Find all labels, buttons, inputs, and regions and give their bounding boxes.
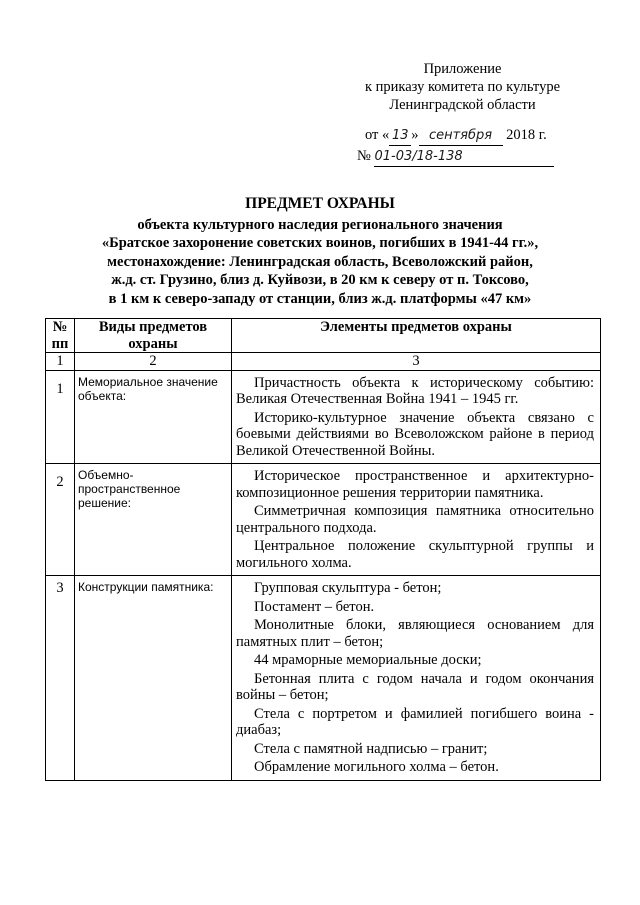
order-month: сентября: [419, 127, 503, 146]
header-type: Виды предметов охраны: [75, 319, 232, 353]
document-title: [40, 195, 600, 308]
table-row: [46, 464, 601, 576]
title-line: местонахождение: Ленинградская область, Всеволожский район,: [107, 253, 533, 270]
element-item: Симметричная композиция памятника относительно центрального подхода.: [236, 503, 594, 536]
order-day: 13: [389, 127, 411, 146]
row-type: Мемориальное значение объекта:: [75, 370, 232, 464]
element-item: Причастность объекта к историческому событию: Великая Отечественная Война 1941 – 1945 гг.: [236, 374, 594, 407]
title-main: ПРЕДМЕТ ОХРАНЫ: [245, 195, 395, 212]
element-item: Историко-культурное значение объекта связано с боевыми действиями во Всеволожском районе в период Великой Отечественной Войны.: [236, 409, 594, 459]
appendix-line: к приказу комитета по культуре: [364, 79, 561, 95]
row-elements: [232, 576, 601, 781]
table-header-row: [46, 319, 601, 353]
column-number: 1: [46, 353, 75, 371]
row-type: Конструкции памятника:: [75, 576, 232, 781]
order-number-value: 01-03/18-138: [374, 148, 554, 167]
column-number: 3: [232, 353, 601, 371]
row-type: Объемно-пространственное решение:: [75, 464, 232, 576]
element-item: Постамент – бетон.: [254, 598, 375, 615]
row-number: 2: [46, 464, 75, 576]
protection-items-table: [45, 318, 601, 781]
order-date: [365, 126, 547, 146]
row-elements: [232, 370, 601, 464]
row-number: 3: [46, 576, 75, 781]
element-item: Центральное положение скульптурной группы и могильного холма.: [236, 538, 594, 571]
header-num: № пп: [46, 319, 75, 353]
element-item: Монолитные блоки, являющиеся основанием для памятных плит – бетон;: [236, 617, 594, 650]
table-row: [46, 576, 601, 781]
element-item: 44 мраморные мемориальные доски;: [254, 652, 482, 668]
title-line: ж.д. ст. Грузино, близ д. Куйвози, в 20 км к северу от п. Токсово,: [111, 272, 529, 288]
appendix-line: Ленинградской области: [389, 97, 536, 113]
order-number: [357, 147, 554, 167]
element-item: Групповая скульптура - бетон;: [254, 580, 442, 596]
element-item: Стела с портретом и фамилией погибшего воина - диабаз;: [236, 705, 594, 738]
header-elements: Элементы предметов охраны: [232, 319, 601, 353]
row-number: 1: [46, 370, 75, 464]
column-number: 2: [75, 353, 232, 371]
title-line: «Братское захоронение советских воинов, погибших в 1941-44 гг.»,: [101, 235, 539, 251]
order-year: 2018 г.: [506, 127, 547, 143]
title-line: объекта культурного наследия регионального значения: [137, 216, 503, 233]
appendix-header: [330, 60, 595, 114]
title-line: в 1 км к северо-западу от станции, близ ж.д. платформы «47 км»: [108, 290, 532, 307]
element-item: Бетонная плита с годом начала и годом окончания войны – бетон;: [236, 670, 594, 703]
element-item: Историческое пространственное и архитектурно-композиционное решения территории памятника.: [236, 468, 594, 501]
order-date-mid: »: [411, 127, 419, 143]
element-item: Стела с памятной надписью – гранит;: [254, 740, 488, 757]
table-numbering-row: [46, 353, 601, 371]
element-item: Обрамление могильного холма – бетон.: [254, 759, 499, 775]
appendix-line: Приложение: [423, 61, 502, 77]
order-date-prefix: от «: [365, 127, 390, 143]
row-elements: [232, 464, 601, 576]
order-number-prefix: №: [357, 148, 371, 164]
table-row: [46, 370, 601, 464]
